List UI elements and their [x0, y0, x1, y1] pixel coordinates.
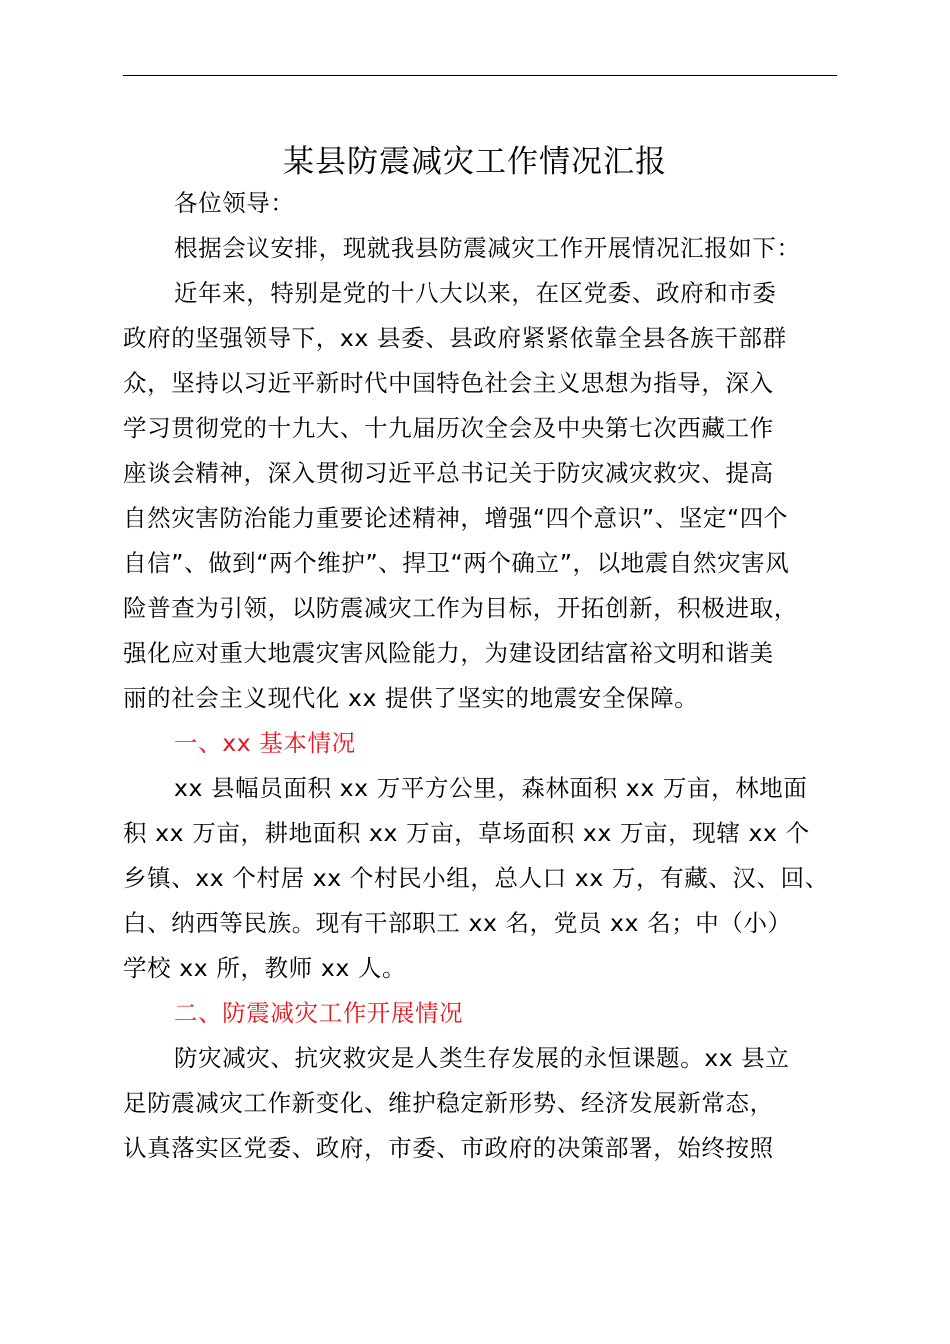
paragraph-line: 座谈会精神，深入贯彻习近平总书记关于防灾减灾救灾、提高 — [123, 459, 774, 487]
paragraph-line: 学校 xx 所，教师 xx 人。 — [123, 954, 407, 982]
section-heading-2: 二、防震减灾工作开展情况 — [174, 999, 464, 1027]
paragraph-line: 近年来，特别是党的十八大以来，在区党委、政府和市委 — [174, 279, 777, 307]
paragraph-line: 足防震减灾工作新变化、维护稳定新形势、经济发展新常态， — [123, 1089, 774, 1117]
paragraph-line: 险普查为引领，以防震减灾工作为目标，开拓创新，积极进取， — [123, 594, 798, 622]
header-rule — [123, 75, 837, 76]
paragraph-line: 乡镇、xx 个村居 xx 个村民小组，总人口 xx 万，有藏、汉、回、 — [123, 864, 829, 892]
paragraph-line: 白、纳西等民族。现有干部职工 xx 名，党员 xx 名；中（小） — [123, 909, 792, 937]
paragraph-line: 认真落实区党委、政府，市委、市政府的决策部署，始终按照 — [123, 1134, 774, 1162]
paragraph-line: 积 xx 万亩，耕地面积 xx 万亩，草场面积 xx 万亩，现辖 xx 个 — [123, 819, 810, 847]
paragraph-line: 自然灾害防治能力重要论述精神，增强“四个意识”、坚定“四个 — [123, 504, 788, 532]
paragraph-line: 学习贯彻党的十九大、十九届历次全会及中央第七次西藏工作 — [123, 414, 774, 442]
paragraph-line: 强化应对重大地震灾害风险能力，为建设团结富裕文明和谐美 — [123, 639, 774, 667]
salutation: 各位领导： — [174, 189, 295, 217]
document-title: 某县防震减灾工作情况汇报 — [283, 144, 667, 180]
paragraph-line: 政府的坚强领导下，xx 县委、县政府紧紧依靠全县各族干部群 — [123, 324, 787, 352]
intro-line: 根据会议安排，现就我县防震减灾工作开展情况汇报如下： — [174, 234, 801, 262]
paragraph-line: 丽的社会主义现代化 xx 提供了坚实的地震安全保障。 — [123, 684, 699, 712]
paragraph-line: xx 县幅员面积 xx 万平方公里，森林面积 xx 万亩，林地面 — [174, 774, 808, 802]
paragraph-line: 自信”、做到“两个维护”、捍卫“两个确立”，以地震自然灾害风 — [123, 549, 790, 577]
section-heading-1: 一、xx 基本情况 — [174, 729, 356, 757]
paragraph-line: 众，坚持以习近平新时代中国特色社会主义思想为指导，深入 — [123, 369, 774, 397]
paragraph-line: 防灾减灾、抗灾救灾是人类生存发展的永恒课题。xx 县立 — [174, 1044, 790, 1072]
